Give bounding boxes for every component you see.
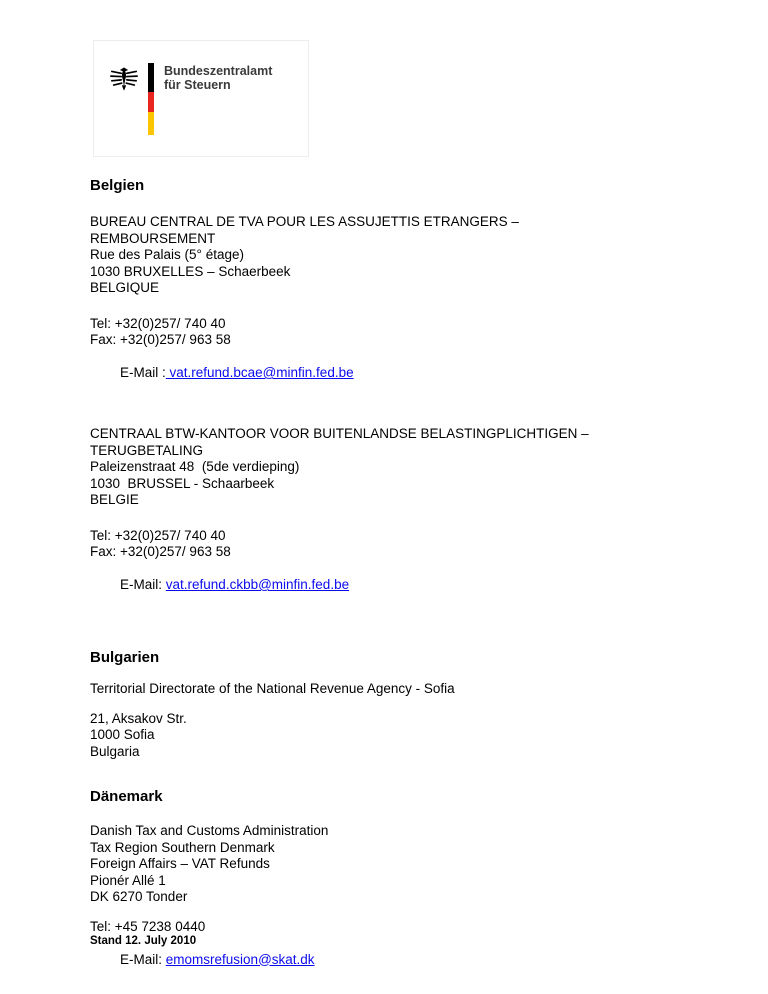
email-label: E-Mail :: [120, 365, 166, 380]
daenemark-address: [90, 823, 710, 906]
tel-line: Tel: +32(0)257/ 740 40: [90, 527, 226, 543]
belgien-contact-nl: [90, 528, 710, 611]
bulgarien-address: [90, 711, 710, 761]
heading-daenemark: Dänemark: [90, 788, 163, 805]
email-line: [90, 561, 710, 611]
address-line: BELGIQUE: [90, 280, 160, 295]
tel-line: Tel: +32(0)257/ 740 40: [90, 315, 226, 331]
fax-line: Fax: +32(0)257/ 963 58: [90, 544, 231, 559]
heading-bulgarien: Bulgarien: [90, 649, 160, 666]
address-line: 1030 BRUSSEL - Schaarbeek: [90, 475, 275, 491]
address-line: 21, Aksakov Str.: [90, 710, 187, 726]
email-label: E-Mail:: [120, 951, 166, 967]
heading-belgien: Belgien: [90, 177, 145, 194]
address-line: Bulgaria: [90, 743, 140, 759]
address-line: REMBOURSEMENT: [90, 230, 216, 246]
daenemark-contact: [90, 919, 710, 985]
address-line: BUREAU CENTRAL DE TVA POUR LES ASSUJETTIS ETRANGERS –: [90, 214, 519, 229]
fax-line: Fax: +32(0)257/ 963 58: [90, 332, 231, 347]
email-link-skat[interactable]: emomsrefusion@skat.dk: [165, 951, 315, 967]
address-line: Foreign Affairs – VAT Refunds: [90, 856, 270, 871]
address-line: Danish Tax and Customs Administration: [90, 823, 329, 838]
agency-name-line1: Bundeszentralamt: [164, 64, 273, 78]
email-label: E-Mail:: [120, 577, 166, 592]
address-line: Tax Region Southern Denmark: [90, 839, 275, 855]
email-line: [90, 349, 710, 399]
address-line: Paleizenstraat 48 (5de verdieping): [90, 459, 300, 474]
address-line: BELGIE: [90, 492, 139, 507]
belgien-address-fr: [90, 214, 710, 297]
stand-date-note: Stand 12. July 2010: [90, 935, 197, 947]
tel-line: Tel: +45 7238 0440: [90, 918, 206, 934]
address-list: [90, 0, 710, 985]
address-line: CENTRAAL BTW-KANTOOR VOOR BUITENLANDSE BELASTINGPLICHTIGEN –: [90, 426, 589, 441]
belgien-address-nl: [90, 426, 710, 509]
org-line: Territorial Directorate of the National Revenue Agency - Sofia: [90, 681, 455, 696]
address-line: 1000 Sofia: [90, 727, 155, 742]
address-line: Pionér Allé 1: [90, 872, 166, 888]
address-line: Rue des Palais (5° étage): [90, 247, 244, 262]
belgien-contact-fr: [90, 316, 710, 399]
address-line: DK 6270 Tonder: [90, 889, 188, 904]
address-line: TERUGBETALING: [90, 442, 204, 458]
agency-name-line2: für Steuern: [164, 77, 231, 92]
address-line: 1030 BRUXELLES – Schaerbeek: [90, 263, 291, 279]
email-link-bcae[interactable]: vat.refund.bcae@minfin.fed.be: [165, 365, 354, 380]
email-link-ckbb[interactable]: vat.refund.ckbb@minfin.fed.be: [165, 577, 350, 592]
bulgarien-organisation: [90, 681, 710, 698]
